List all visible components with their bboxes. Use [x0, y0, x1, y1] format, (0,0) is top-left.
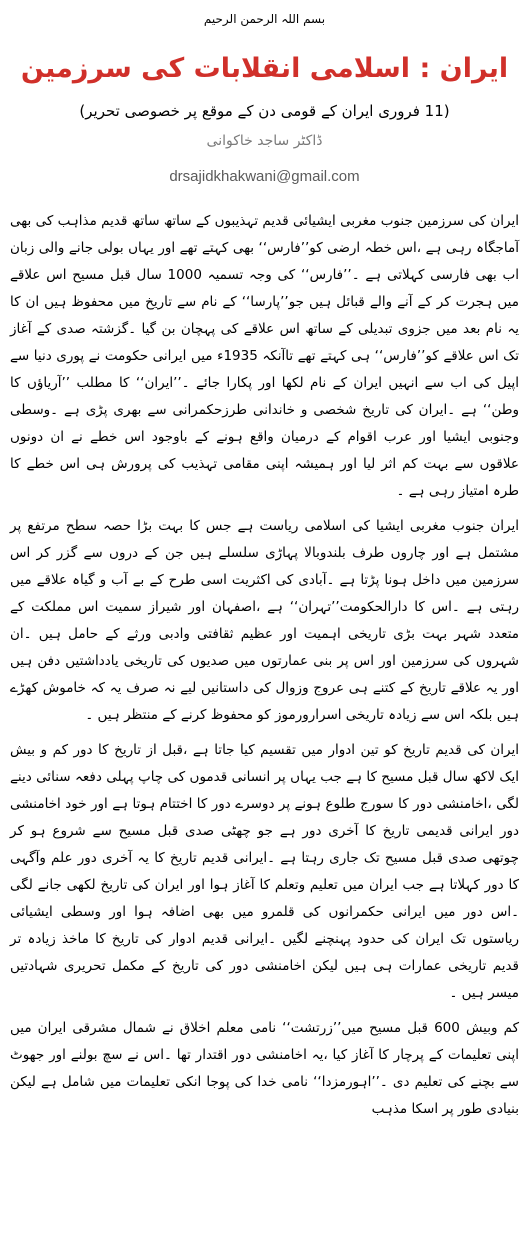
- article-title: ایران : اسلامی انقلابات کی سرزمین: [20, 53, 509, 84]
- paragraph-1: ایران کی سرزمین جنوب مغربی ایشیائی قدیم تہذیبوں کے ساتھ ساتھ قدیم مذاہب کی بھی آماجگاہ رہی ہے ،اس خطہ ارضی کو’’فارس‘‘ بھی کہتے تھے اور یہاں بولی جانے والی زبان اب بھی فارسی کہلاتی ہے ۔’’فارس‘‘ کی وجہ تسمیہ 1000 سال قبل مسیح اس علاقے میں ہجرت کر کے آنے والے قبائل ہیں جو’’پارسا‘‘ کے نام سے تاریخ میں محفوظ ہیں ان کا یہ نام بعد میں جزوی تبدیلی کے ساتھ اس علاقے کی پہچان بن گیا ۔گزشتہ صدی کے آغاز تک اس علاقے کو’’فارس‘‘ ہی کہتے تھے تاآنکہ 1935ء میں ایرانی حکومت نے پوری دنیا سے اپیل کی اب سے انہیں ایران کے نام لکھا اور پکارا جائے ۔’’ایران‘‘ کا مطلب ’’آریاؤں کا وطن‘‘ ہے ۔ایران کی تاریخ شخصی و خاندانی طرزحکمرانی سے بھری پڑی ہے ۔وسطی وجنوبی ایشیا اور عرب اقوام کے درمیان واقع ہونے کے باوجود اس خطے نے ان دونوں علاقوں سے بہت کم اثر لیا اور ہمیشہ اپنی مقامی تہذیب کی پرورش ہی اس خطے کا طرہ امتیاز رہی ہے ۔: [10, 213, 519, 499]
- paragraph-3: ایران کی قدیم تاریخ کو تین ادوار میں تقسیم کیا جاتا ہے ،قبل از تاریخ کا دور کم و بیش ایک لاکھ سال قبل مسیح کا ہے جب یہاں پر انسانی قدموں کی چاپ پہلی دفعہ سنائی دینے لگی ،اخامنشی دور کا سورج طلوع ہونے پر دوسرے دور کا اختتام ہوتا ہے اور خود اخامنشی دور ایرانی قدیمی تاریخ کا آخری دور ہے جو چھٹی صدی قبل مسیح سے شروع ہو کر چوتھی صدی قبل مسیح تک جاری رہتا ہے ۔ایرانی قدیم تاریخ کا یہ آخری دور علم وآگہی کا دور کہلاتا ہے جب ایران میں تعلیم وتعلم کا آغاز ہوا اور ایران کی تاریخ لکھی جانے لگی ۔اس دور میں ایرانی حکمرانوں کی قلمرو میں بھی اضافہ ہوا اور وسطی ایشیائی ریاستوں تک ایران کی حدود پہنچنے لگیں ۔ایرانی قدیم ادوار کی تاریخ کا ماخذ زیادہ تر قدیم تاریخی عمارات ہی ہیں لیکن اخامنشی دور کی تاریخ کے مکمل تحریری شہادتیں میسر ہیں ۔: [10, 742, 519, 1001]
- author-name: ڈاکٹر ساجد خاکوانی: [206, 133, 323, 149]
- bismillah-heading: بسم اللہ الرحمن الرحیم: [203, 12, 326, 26]
- author-email: drsajidkhakwani@gmail.com: [169, 168, 360, 185]
- article-subtitle: (11 فروری ایران کے قومی دن کے موقع پر خصوصی تحریر): [79, 102, 450, 120]
- paragraph-4: کم وبیش 600 قبل مسیح میں’’زرتشت‘‘ نامی معلم اخلاق نے شمال مشرقی ایران میں اپنی تعلیمات کے پرچار کا آغاز کیا ،یہ اخامنشی دور اقتدار تھا ۔اس نے سچ بولنے اور جھوٹ سے بچنے کی تعلیم دی ۔’’اہورمزدا‘‘ نامی خدا کی پوجا انکی تعلیمات میں شامل ہے لیکن بنیادی طور پر اسکا مذہب: [10, 1020, 519, 1117]
- article-body: [10, 208, 519, 1123]
- paragraph-2: ایران جنوب مغربی ایشیا کی اسلامی ریاست ہے جس کا بہت بڑا حصہ سطح مرتفع پر مشتمل ہے اور چاروں طرف بلندوبالا پہاڑی سلسلے ہیں جن کے دروں سے گزر کر اس سرزمین میں داخل ہونا پڑتا ہے ۔آبادی کی اکثریت اسی طرح کے بے آب و گیاہ علاقے میں رہتی ہے ۔اس کا دارالحکومت’’تہران‘‘ ہے ،اصفہان اور شیراز سمیت اس مملکت کے متعدد شہر بہت بڑی تاریخی اہمیت اور عظیم ثقافتی وادبی ورثے کے حامل ہیں ۔ان شہروں کی سرزمین اور اس پر بنی عمارتوں میں صدیوں کی تاریخی یادداشتیں دفن ہیں اور یہ علاقے تاریخ کے کتنے ہی عروج وزوال کی داستانیں لیے نہ صرف یہ کہ خاموش کھڑے ہیں بلکہ اس سے زیادہ تاریخی اسرارورموز کو محفوظ کرنے کے منتظر ہیں ۔: [10, 518, 519, 723]
